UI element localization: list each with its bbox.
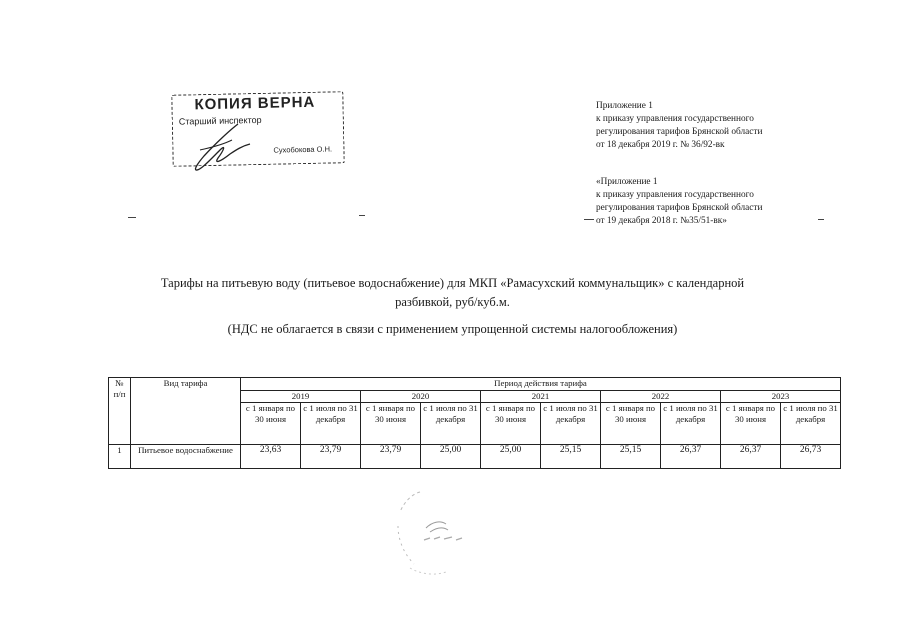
tariff-value: 25,00 <box>421 445 481 469</box>
header-half-second: с 1 июля по 31 декабря <box>301 403 361 445</box>
signature-icon <box>190 120 260 175</box>
header-half-first: с 1 января по 30 июня <box>601 403 661 445</box>
title-line: Тарифы на питьевую воду (питьевое водоснабжение) для МКП «Рамасухский коммунальщик» с календарной <box>160 276 745 290</box>
header-year: 2019 <box>241 391 361 403</box>
appendix-current <box>596 100 762 152</box>
header-half-second: с 1 июля по 31 декабря <box>781 403 841 445</box>
appendix-line: от 18 декабря 2019 г. № 36/92-вк <box>596 140 725 150</box>
table-row <box>109 445 841 469</box>
header-year: 2021 <box>481 391 601 403</box>
tariff-value: 25,00 <box>481 445 541 469</box>
tariff-value: 25,15 <box>541 445 601 469</box>
appendix-line: к приказу управления государственного <box>596 190 754 200</box>
header-half-second: с 1 июля по 31 декабря <box>661 403 721 445</box>
tariff-value: 26,73 <box>781 445 841 469</box>
appendix-line: регулирования тарифов Брянской области <box>596 203 763 213</box>
header-number: № п/п <box>109 378 131 445</box>
scan-mark <box>818 219 824 220</box>
tariff-value: 25,15 <box>601 445 661 469</box>
header-half-second: с 1 июля по 31 декабря <box>541 403 601 445</box>
vat-note: (НДС не облагается в связи с применением упрощенной системы налогообложения) <box>227 322 678 336</box>
header-half-first: с 1 января по 30 июня <box>481 403 541 445</box>
scan-mark <box>359 215 365 216</box>
scan-mark <box>128 217 136 218</box>
tariff-value: 23,79 <box>301 445 361 469</box>
header-half-first: с 1 января по 30 июня <box>721 403 781 445</box>
stamp-title: КОПИЯ ВЕРНА <box>194 93 316 114</box>
tariff-value: 23,79 <box>361 445 421 469</box>
title-line: разбивкой, руб/куб.м. <box>395 295 510 309</box>
tariff-table <box>108 377 841 469</box>
appendix-line: от 19 декабря 2018 г. №35/51-вк» <box>596 216 727 226</box>
appendix-line: к приказу управления государственного <box>596 114 754 124</box>
row-tariff-type: Питьевое водоснабжение <box>131 445 241 469</box>
stamp-name: Сухобокова О.Н. <box>273 144 333 155</box>
appendix-line: регулирования тарифов Брянской области <box>596 127 763 137</box>
faint-seal-icon <box>390 484 480 579</box>
header-half-first: с 1 января по 30 июня <box>361 403 421 445</box>
tariff-value: 26,37 <box>661 445 721 469</box>
stamp-role: Старший инспектор <box>178 114 262 127</box>
tariff-value: 26,37 <box>721 445 781 469</box>
header-year: 2023 <box>721 391 841 403</box>
table-header-row <box>109 378 841 391</box>
appendix-previous <box>596 176 762 228</box>
appendix-line: «Приложение 1 <box>596 177 658 187</box>
header-year: 2020 <box>361 391 481 403</box>
header-tariff-type: Вид тарифа <box>131 378 241 445</box>
scan-mark <box>584 219 594 220</box>
document-title <box>90 274 815 312</box>
row-number: 1 <box>109 445 131 469</box>
appendix-line: Приложение 1 <box>596 101 653 111</box>
tariff-value: 23,63 <box>241 445 301 469</box>
header-half-second: с 1 июля по 31 декабря <box>421 403 481 445</box>
header-period: Период действия тарифа <box>241 378 841 391</box>
header-year: 2022 <box>601 391 721 403</box>
header-half-first: с 1 января по 30 июня <box>241 403 301 445</box>
